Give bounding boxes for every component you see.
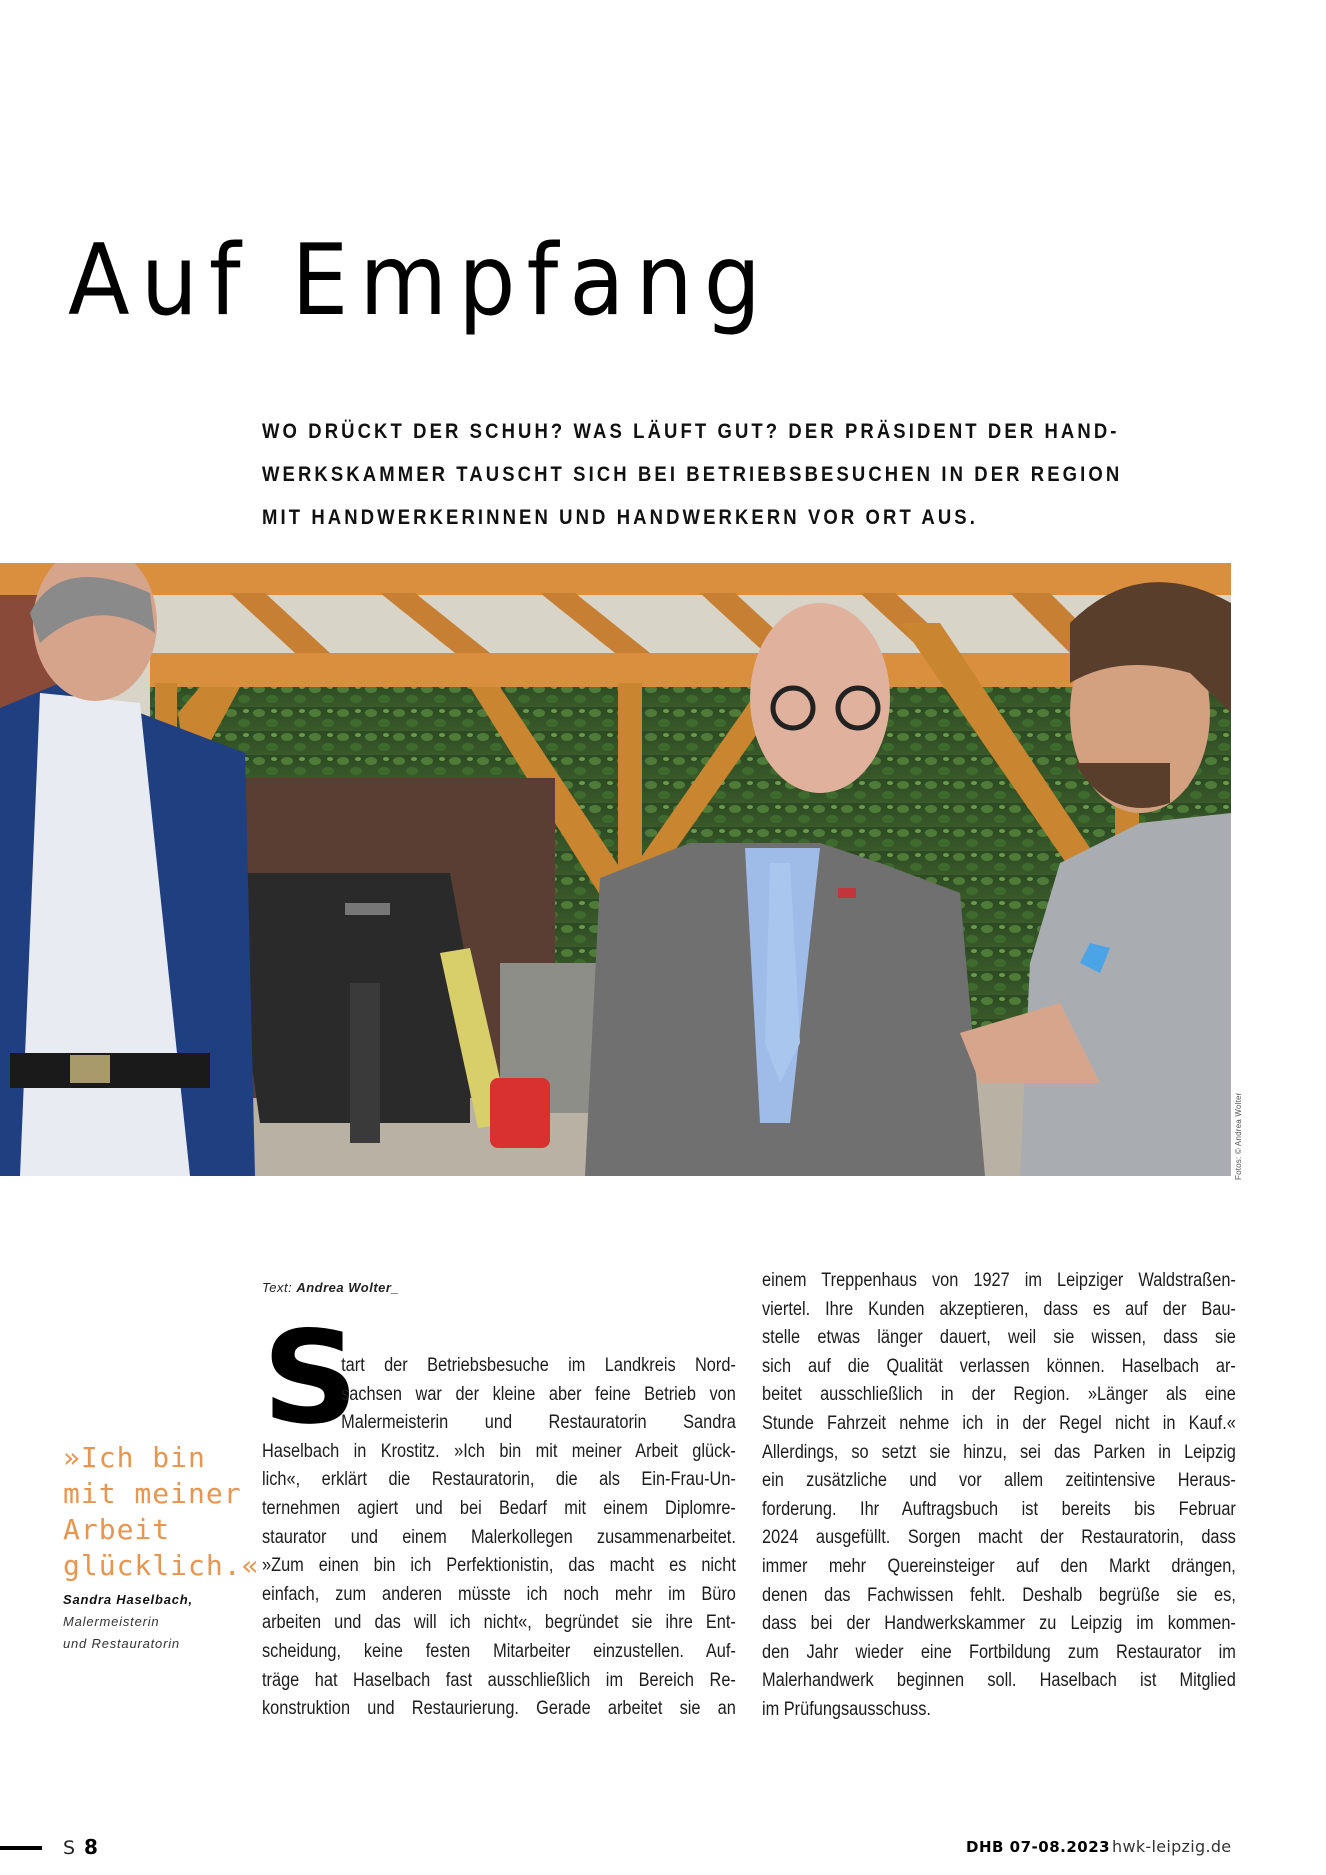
- body-line: Haselbach in Krostitz. »Ich bin mit meiner Arbeit glück-: [262, 1440, 736, 1462]
- page-prefix: S: [63, 1837, 76, 1859]
- body-line: scheidung, keine festen Mitarbeiter einzustellen. Auf-: [262, 1640, 736, 1662]
- pull-quote-line: glücklich.«: [63, 1549, 260, 1582]
- body-line: konstruktion und Restaurierung. Gerade arbeitet sie an: [262, 1698, 736, 1720]
- body-line: Allerdings, so setzt sie hinzu, sei das Parken in Leipzig: [762, 1441, 1236, 1463]
- body-line: lich«, erklärt die Restauratorin, die als Ein-Frau-Un-: [262, 1469, 736, 1491]
- body-line: ternehmen agiert und bei Bedarf mit einem Diplomre-: [262, 1497, 736, 1519]
- pull-quote-line: »Ich bin: [63, 1441, 206, 1474]
- pull-quote-role: Malermeisterin: [63, 1614, 160, 1629]
- pull-quote-name: Sandra Haselbach,: [63, 1592, 193, 1607]
- article-title: Auf Empfang: [68, 224, 773, 338]
- body-line: beitet ausschließlich in der Region. »Länger als eine: [762, 1384, 1236, 1406]
- body-line: Stunde Fahrzeit nehme ich in der Regel nicht in Kauf.«: [762, 1412, 1236, 1434]
- body-line: träge hat Haselbach fast ausschließlich im Bereich Re-: [262, 1669, 736, 1691]
- pull-quote-role: und Restauratorin: [63, 1636, 180, 1651]
- lead-line: WO DRÜCKT DER SCHUH? WAS LÄUFT GUT? DER PRÄSIDENT DER HAND-: [262, 419, 1120, 443]
- byline-prefix: Text:: [262, 1280, 293, 1295]
- pull-quote-line: Arbeit: [63, 1513, 171, 1546]
- body-line: sich auf die Qualität verlassen können. Haselbach ar-: [762, 1355, 1236, 1377]
- body-line: 2024 ausgefüllt. Sorgen macht der Restauratorin, dass: [762, 1527, 1236, 1549]
- body-line: dass bei der Handwerkskammer zu Leipzig im kommen-: [762, 1613, 1236, 1635]
- drop-cap: S: [262, 1304, 359, 1453]
- body-line: staurator und einem Malerkollegen zusammenarbeitet.: [262, 1526, 736, 1548]
- issue-label: DHB 07-08.2023: [966, 1838, 1111, 1856]
- page-number: 8: [84, 1835, 98, 1859]
- body-line: viertel. Ihre Kunden akzeptieren, dass es auf der Bau-: [762, 1298, 1236, 1320]
- body-line: arbeiten und das will ich nicht«, begründet sie ihre Ent-: [262, 1612, 736, 1634]
- body-line: tart der Betriebsbesuche im Landkreis Nord-: [341, 1355, 736, 1376]
- byline-author: Andrea Wolter_: [296, 1280, 400, 1295]
- body-line: den Jahr wieder eine Fortbildung zum Restaurator im: [762, 1641, 1236, 1663]
- pull-quote: [63, 1440, 259, 1584]
- article-column-2: [762, 1267, 1236, 1725]
- website-link[interactable]: hwk-leipzig.de: [1112, 1837, 1232, 1856]
- article-photo: [0, 563, 1231, 1176]
- body-line: einem Treppenhaus von 1927 im Leipziger Waldstraßen-: [762, 1270, 1236, 1291]
- body-line: Malerhandwerk beginnen soll. Haselbach ist Mitglied: [762, 1670, 1236, 1692]
- body-line: forderung. Ihr Auftragsbuch ist bereits bis Februar: [762, 1498, 1236, 1520]
- body-line: stelle etwas länger dauert, weil sie wissen, dass sie: [762, 1327, 1236, 1349]
- photo-credit: Fotos: © Andrea Wolter: [1234, 1092, 1243, 1180]
- pull-quote-line: mit meiner: [63, 1477, 242, 1510]
- body-line: Malermeisterin und Restauratorin Sandra: [341, 1412, 736, 1434]
- body-line: immer mehr Quereinsteiger auf den Markt drängen,: [762, 1555, 1236, 1577]
- lead-line: WERKSKAMMER TAUSCHT SICH BEI BETRIEBSBESUCHEN IN DER REGION: [262, 462, 1123, 486]
- body-line: denen das Fachwissen fehlt. Deshalb begrüße sie es,: [762, 1584, 1236, 1606]
- lead-line: MIT HANDWERKERINNEN UND HANDWERKERN VOR ORT AUS.: [262, 505, 978, 529]
- body-line: einfach, zum anderen müsste ich noch mehr im Büro: [262, 1583, 736, 1605]
- body-line: im Prüfungsausschuss.: [762, 1698, 931, 1720]
- body-line: »Zum einen bin ich Perfektionistin, das macht es nicht: [262, 1555, 736, 1577]
- byline: [262, 1280, 399, 1295]
- body-line: sachsen war der kleine aber feine Betrieb von: [341, 1383, 736, 1405]
- article-lead: [262, 410, 1123, 539]
- article-column-1: [262, 1352, 736, 1724]
- body-line: ein zusätzliche und vor allem zeitintensive Heraus-: [762, 1470, 1236, 1492]
- footer-rule: [0, 1846, 42, 1850]
